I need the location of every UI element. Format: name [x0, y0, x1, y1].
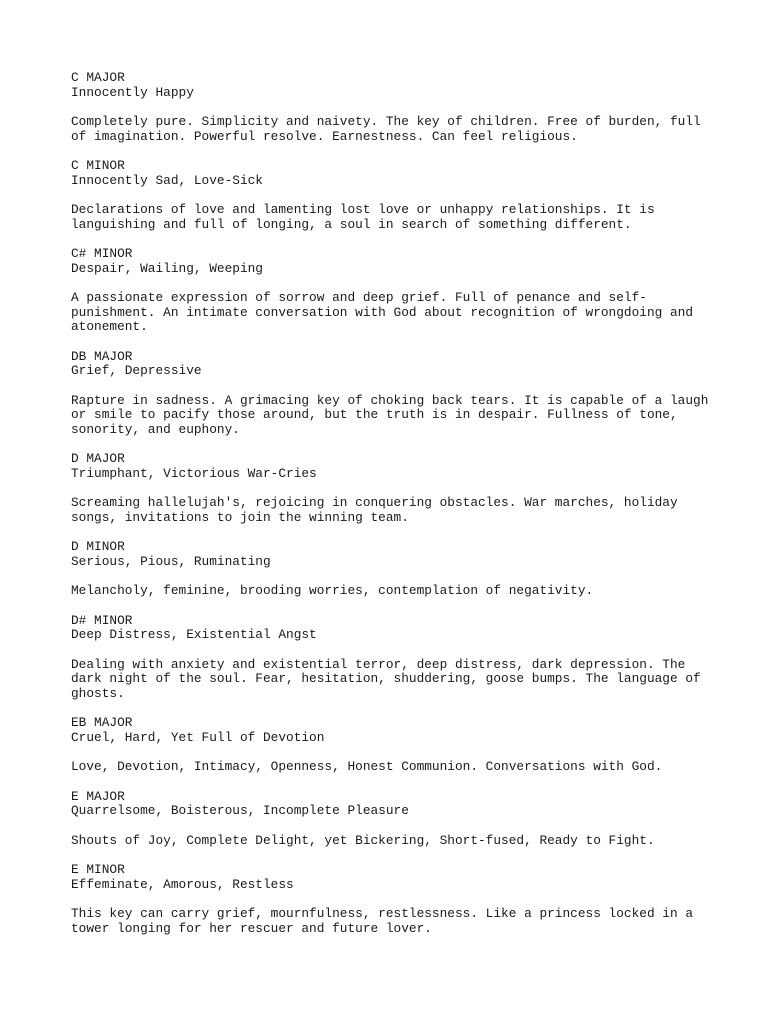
key-name: E MAJOR	[71, 788, 125, 804]
description-line: Shouts of Joy, Complete Delight, yet Bickering, Short-fused, Ready to Fight.	[71, 832, 655, 848]
key-description	[71, 496, 711, 525]
key-description	[71, 203, 711, 232]
key-name: C MAJOR	[71, 70, 125, 85]
description-line: A passionate expression of sorrow and deep grief. Full of penance and self-	[71, 290, 647, 305]
key-mood: Innocently Happy	[71, 84, 194, 100]
key-description	[71, 291, 711, 335]
description-line: or smile to pacify those around, but the truth is in despair. Fullness of tone,	[71, 407, 678, 423]
key-mood: Cruel, Hard, Yet Full of Devotion	[71, 730, 325, 746]
key-name: C# MINOR	[71, 246, 133, 261]
description-line: Dealing with anxiety and existential terror, deep distress, dark depression. The	[71, 656, 686, 672]
key-description	[71, 834, 711, 849]
key-entry-d-minor	[71, 540, 711, 599]
description-line: Screaming hallelujah's, rejoicing in conquering obstacles. War marches, holiday	[71, 495, 678, 511]
key-name: D MAJOR	[71, 451, 125, 467]
key-name: E MINOR	[71, 862, 125, 877]
key-description	[71, 760, 711, 775]
key-entry-e-minor	[71, 863, 711, 936]
document-page	[71, 71, 711, 951]
key-mood: Grief, Depressive	[71, 363, 202, 379]
key-entry-eb-major	[71, 716, 711, 775]
key-entry-d-major	[71, 452, 711, 525]
description-line: dark night of the soul. Fear, hesitation, shuddering, goose bumps. The language of	[71, 671, 701, 687]
description-line: of imagination. Powerful resolve. Earnestness. Can feel religious.	[71, 128, 578, 144]
key-mood: Triumphant, Victorious War-Cries	[71, 466, 317, 482]
key-description	[71, 394, 711, 438]
key-mood: Effeminate, Amorous, Restless	[71, 876, 294, 892]
description-line: This key can carry grief, mournfulness, restlessness. Like a princess locked in a	[71, 906, 694, 921]
key-name: DB MAJOR	[71, 348, 133, 364]
description-line: Love, Devotion, Intimacy, Openness, Honest Communion. Conversations with God.	[71, 759, 663, 775]
description-line: Rapture in sadness. A grimacing key of choking back tears. It is capable of a laugh	[71, 392, 709, 408]
description-line: ghosts.	[71, 686, 125, 702]
description-line: tower longing for her rescuer and future lover.	[71, 920, 432, 936]
key-mood: Innocently Sad, Love-Sick	[71, 172, 263, 188]
key-entry-c-sharp-minor	[71, 247, 711, 335]
description-line: Completely pure. Simplicity and naivety. The key of children. Free of burden, full	[71, 114, 701, 129]
description-line: Melancholy, feminine, brooding worries, contemplation of negativity.	[71, 583, 594, 599]
key-description	[71, 907, 711, 936]
description-line: sonority, and euphony.	[71, 422, 240, 438]
description-line: Declarations of love and lamenting lost love or unhappy relationships. It is	[71, 202, 655, 217]
key-mood: Serious, Pious, Ruminating	[71, 554, 271, 570]
key-description	[71, 658, 711, 702]
key-mood: Despair, Wailing, Weeping	[71, 260, 263, 276]
key-entry-c-major	[71, 71, 711, 144]
key-mood: Quarrelsome, Boisterous, Incomplete Pleasure	[71, 803, 409, 819]
key-mood: Deep Distress, Existential Angst	[71, 627, 317, 643]
description-line: languishing and full of longing, a soul in search of something different.	[71, 216, 632, 232]
key-description	[71, 584, 711, 599]
key-description	[71, 115, 711, 144]
key-entry-db-major	[71, 350, 711, 438]
key-entry-d-sharp-minor	[71, 614, 711, 702]
description-line: punishment. An intimate conversation with God about recognition of wrongdoing and	[71, 304, 694, 320]
description-line: atonement.	[71, 319, 148, 335]
key-name: D MINOR	[71, 539, 125, 555]
key-entry-c-minor	[71, 159, 711, 232]
key-name: C MINOR	[71, 158, 125, 173]
key-entry-e-major	[71, 790, 711, 849]
description-line: songs, invitations to join the winning team.	[71, 510, 409, 526]
key-name: EB MAJOR	[71, 715, 133, 731]
key-name: D# MINOR	[71, 612, 133, 628]
